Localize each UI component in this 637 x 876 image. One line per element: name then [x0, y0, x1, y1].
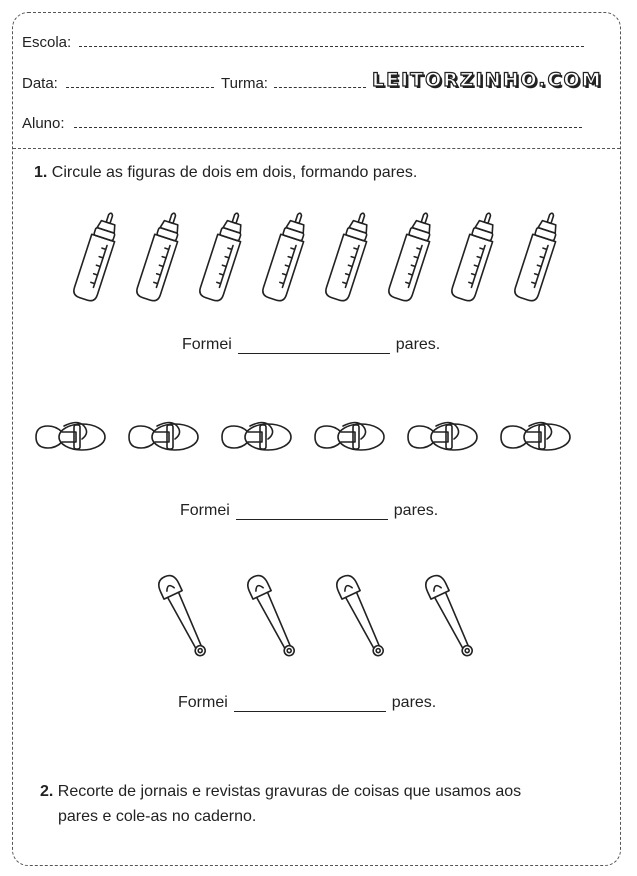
- answer-2-suffix: pares.: [393, 502, 439, 519]
- safety-pin-row: [0, 578, 637, 663]
- baby-bottle-icon: [513, 210, 564, 303]
- pacifier-icon: [501, 423, 570, 451]
- exercise-1-instruction: [34, 164, 417, 182]
- aluno-label: Aluno:: [22, 115, 65, 132]
- escola-label: Escola:: [22, 34, 72, 51]
- exercise-2-number: 2.: [40, 783, 54, 800]
- answer-1-blank[interactable]: [238, 339, 390, 354]
- answer-3-prefix: Formei: [178, 694, 228, 711]
- answer-2-blank[interactable]: [236, 505, 388, 520]
- baby-bottle-icon: [72, 210, 123, 303]
- pacifier-icon: [315, 423, 384, 451]
- baby-bottle-icon: [324, 210, 375, 303]
- turma-label: Turma:: [221, 75, 268, 92]
- pacifier-icon: [36, 423, 105, 451]
- safety-pin-figures: [0, 578, 637, 663]
- exercise-2-instruction: [40, 779, 521, 829]
- brand-logo: LEITORZINHO.COM: [372, 69, 603, 91]
- pacifier-figures: [0, 410, 637, 465]
- answer-3-blank[interactable]: [234, 697, 386, 712]
- baby-bottle-icon: [387, 210, 438, 303]
- turma-field[interactable]: [274, 87, 366, 88]
- data-label: Data:: [22, 75, 58, 92]
- pacifier-row: [0, 410, 637, 465]
- data-field[interactable]: [66, 87, 214, 88]
- answer-3-suffix: pares.: [391, 694, 437, 711]
- exercise-2-line-1: Recorte de jornais e revistas gravuras de coisas que usamos aos: [57, 783, 522, 800]
- safety-pin-icon: [156, 573, 211, 660]
- baby-bottle-icon: [135, 210, 186, 303]
- answer-1-prefix: Formei: [182, 336, 232, 353]
- answer-2-prefix: Formei: [180, 502, 230, 519]
- exercise-1-number: 1.: [34, 164, 48, 181]
- answer-line-1: [182, 336, 440, 354]
- safety-pin-icon: [245, 573, 300, 660]
- bottle-row: [0, 210, 637, 305]
- pacifier-icon: [129, 423, 198, 451]
- bottle-figures: [0, 210, 637, 305]
- safety-pin-icon: [334, 573, 389, 660]
- safety-pin-icon: [423, 573, 478, 660]
- baby-bottle-icon: [450, 210, 501, 303]
- answer-1-suffix: pares.: [395, 336, 441, 353]
- aluno-field[interactable]: [74, 127, 582, 128]
- header-divider: [13, 148, 620, 149]
- escola-field[interactable]: [79, 46, 584, 47]
- answer-line-3: [178, 694, 436, 712]
- pacifier-icon: [222, 423, 291, 451]
- baby-bottle-icon: [261, 210, 312, 303]
- pacifier-icon: [408, 423, 477, 451]
- exercise-1-text: Circule as figuras de dois em dois, formando pares.: [51, 164, 418, 181]
- baby-bottle-icon: [198, 210, 249, 303]
- exercise-2-line-2: pares e cole-as no caderno.: [58, 808, 257, 825]
- answer-line-2: [180, 502, 438, 520]
